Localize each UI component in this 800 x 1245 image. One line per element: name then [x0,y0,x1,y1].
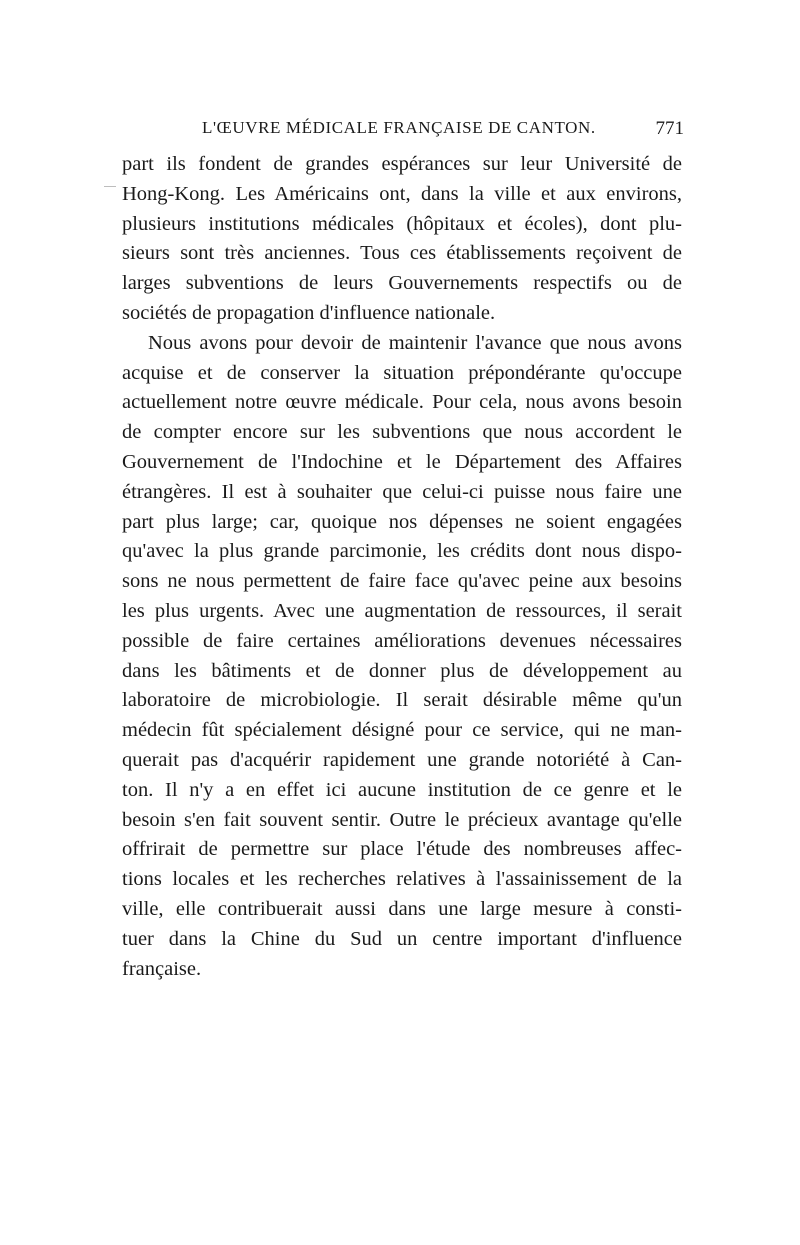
paragraph-start-line: Nous avons pour devoir de maintenir l'avance que nous avons [148,331,682,354]
text-line: ville, elle contribuerait aussi dans une large mesure à consti- [122,897,682,920]
text-line: étrangères. Il est à souhaiter que celui-ci puisse nous faire une [122,480,682,503]
text-line: plusieurs institutions médicales (hôpitaux et écoles), dont plu- [122,212,682,235]
text-line: dans les bâtiments et de donner plus de développement au [122,659,682,682]
text-line: tuer dans la Chine du Sud un centre important d'influence [122,927,682,950]
body-text [122,150,682,984]
running-head [122,118,684,144]
text-line: sociétés de propagation d'influence nationale. [122,301,496,324]
text-line: laboratoire de microbiologie. Il serait désirable même qu'un [122,689,682,712]
text-line: part plus large; car, quoique nos dépenses ne soient engagées [122,510,682,533]
text-line: Gouvernement de l'Indochine et le Département des Affaires [122,450,682,473]
text-line: sons ne nous permettent de faire face qu'avec peine aux besoins [122,570,682,593]
text-line: possible de faire certaines améliorations devenues nécessaires [122,629,682,652]
text-line: besoin s'en fait souvent sentir. Outre le précieux avantage qu'elle [122,808,682,831]
text-line: acquise et de conserver la situation prépondérante qu'occupe [122,361,682,384]
text-line: larges subventions de leurs Gouvernements respectifs ou de [122,272,682,295]
text-line: querait pas d'acquérir rapidement une grande notoriété à Can- [122,748,682,771]
text-line: offrirait de permettre sur place l'étude des nombreuses affec- [122,838,682,861]
text-line: ton. Il n'y a en effet ici aucune institution de ce genre et le [122,778,682,801]
text-line: tions locales et les recherches relatives à l'assainissement de la [122,868,682,891]
text-line: médecin fût spécialement désigné pour ce service, qui ne man- [122,719,682,742]
text-line: part ils fondent de grandes espérances sur leur Université de [122,153,682,175]
page-number: 771 [655,118,684,139]
text-line: actuellement notre œuvre médicale. Pour cela, nous avons besoin [122,391,682,414]
text-line: Hong-Kong. Les Américains ont, dans la ville et aux environs, [122,182,682,205]
text-line: qu'avec la plus grande parcimonie, les crédits dont nous dispo- [122,540,682,563]
text-line: de compter encore sur les subventions que nous accordent le [122,421,682,444]
margin-mark [104,186,116,187]
text-line: les plus urgents. Avec une augmentation de ressources, il serait [122,599,682,622]
running-title: L'ŒUVRE MÉDICALE FRANÇAISE DE CANTON. [202,118,596,137]
text-line: française. [122,957,202,980]
text-line: sieurs sont très anciennes. Tous ces établissements reçoivent de [122,242,682,265]
